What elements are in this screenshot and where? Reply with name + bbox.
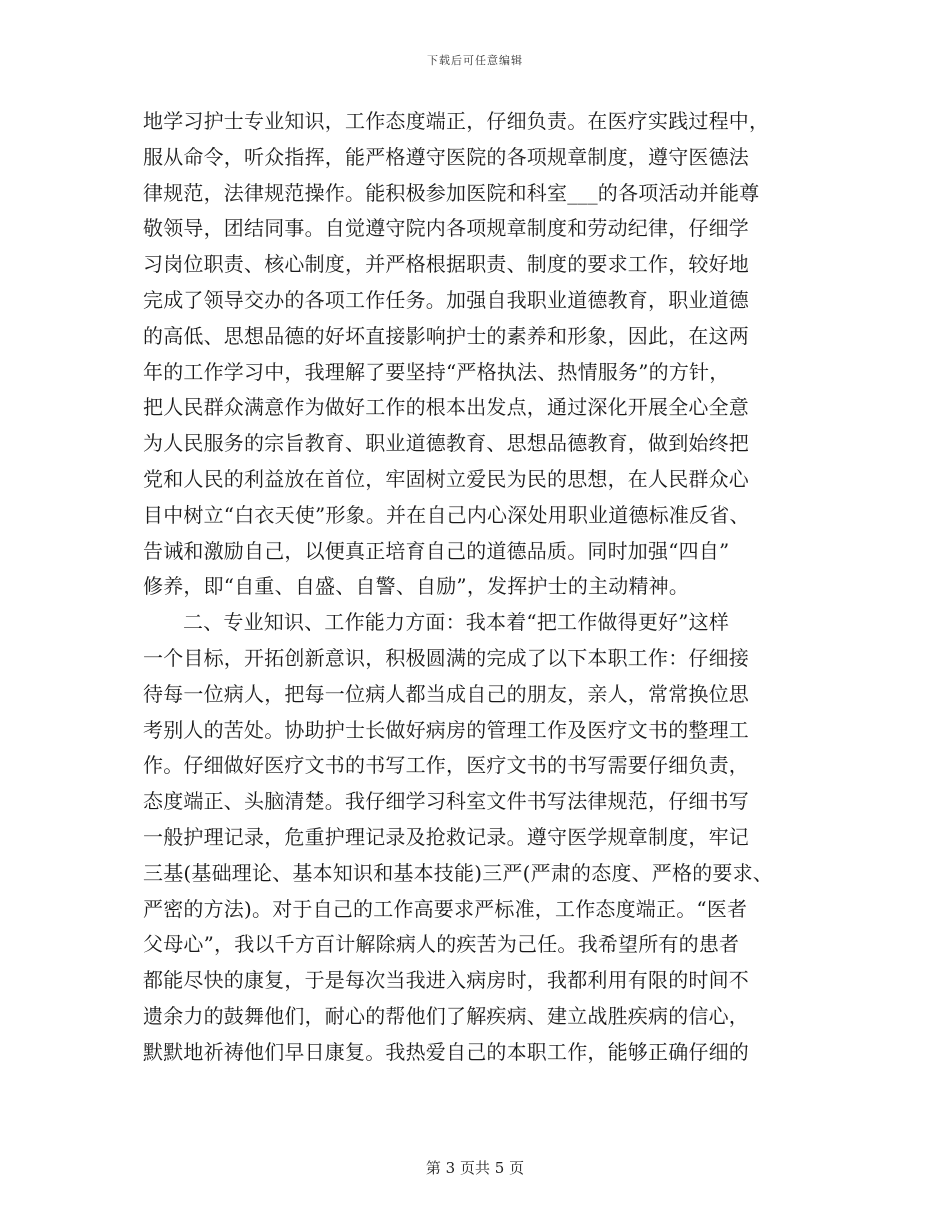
text-line: 态度端正、头脑清楚。我仔细学习科室文件书写法律规范，仔细书写 <box>143 789 749 814</box>
text-line: 父母心”，我以千方百计解除病人的疾苦为己任。我希望所有的患者 <box>143 932 740 957</box>
page-number-footer: 第 3 页共 5 页 <box>425 1159 525 1177</box>
text-line: 严密的方法)。对于自己的工作高要求严标准，工作态度端正。“医者 <box>143 896 748 921</box>
text-line: 三基(基础理论、基本知识和基本技能)三严(严肃的态度、严格的要求、 <box>143 860 774 885</box>
page-header: 下载后可任意编辑 <box>427 54 523 67</box>
text-line: 党和人民的利益放在首位，牢固树立爱民为民的思想，在人民群众心 <box>143 466 749 491</box>
text-line: 一个目标，开拓创新意识，积极圆满的完成了以下本职工作：仔细接 <box>143 645 749 670</box>
text-line: 为人民服务的宗旨教育、职业道德教育、思想品德教育，做到始终把 <box>143 431 749 456</box>
text-line: 地学习护士专业知识，工作态度端正，仔细负责。在医疗实践过程中， <box>143 109 770 133</box>
text-line: 告诫和激励自己，以便真正培育自己的道德品质。同时加强“四自” <box>143 538 730 563</box>
text-line: 把人民群众满意作为做好工作的根本出发点，通过深化开展全心全意 <box>143 395 749 420</box>
text-line: 服从命令，听众指挥，能严格遵守医院的各项规章制度，遵守医德法 <box>143 144 749 169</box>
text-line: 待每一位病人，把每一位病人都当成自己的朋友，亲人，常常换位思 <box>143 681 749 706</box>
text-line: 敬领导，团结同事。自觉遵守院内各项规章制度和劳动纪律，仔细学 <box>143 216 749 241</box>
text-line: 的高低、思想品德的好坏直接影响护士的素养和形象，因此，在这两 <box>143 323 749 348</box>
text-line: 习岗位职责、核心制度，并严格根据职责、制度的要求工作，较好地 <box>143 252 749 277</box>
text-line: 作。仔细做好医疗文书的书写工作，医疗文书的书写需要仔细负责， <box>143 753 749 778</box>
text-line: 修养，即“自重、自盛、自警、自励”，发挥护士的主动精神。 <box>143 574 690 599</box>
text-line: 默默地祈祷他们早日康复。我热爱自己的本职工作，能够正确仔细的 <box>143 1039 749 1064</box>
text-line: 都能尽快的康复，于是每次当我进入病房时，我都利用有限的时间不 <box>143 968 749 993</box>
text-line: 律规范，法律规范操作。能积极参加医院和科室___的各项活动并能尊 <box>143 180 760 205</box>
document-body <box>143 104 803 1071</box>
text-line: 目中树立“白衣天使”形象。并在自己内心深处用职业道德标准反省、 <box>143 502 750 527</box>
paragraph-start-line: 二、专业知识、工作能力方面：我本着“把工作做得更好”这样 <box>183 610 730 635</box>
text-line: 一般护理记录，危重护理记录及抢救记录。遵守医学规章制度，牢记 <box>143 824 749 849</box>
text-line: 遗余力的鼓舞他们，耐心的帮他们了解疾病、建立战胜疾病的信心， <box>143 1003 749 1028</box>
text-line: 完成了领导交办的各项工作任务。加强自我职业道德教育，职业道德 <box>143 287 749 312</box>
text-line: 年的工作学习中，我理解了要坚持“严格执法、热情服务”的方针， <box>143 359 730 384</box>
text-line: 考别人的苦处。协助护士长做好病房的管理工作及医疗文书的整理工 <box>143 717 749 742</box>
